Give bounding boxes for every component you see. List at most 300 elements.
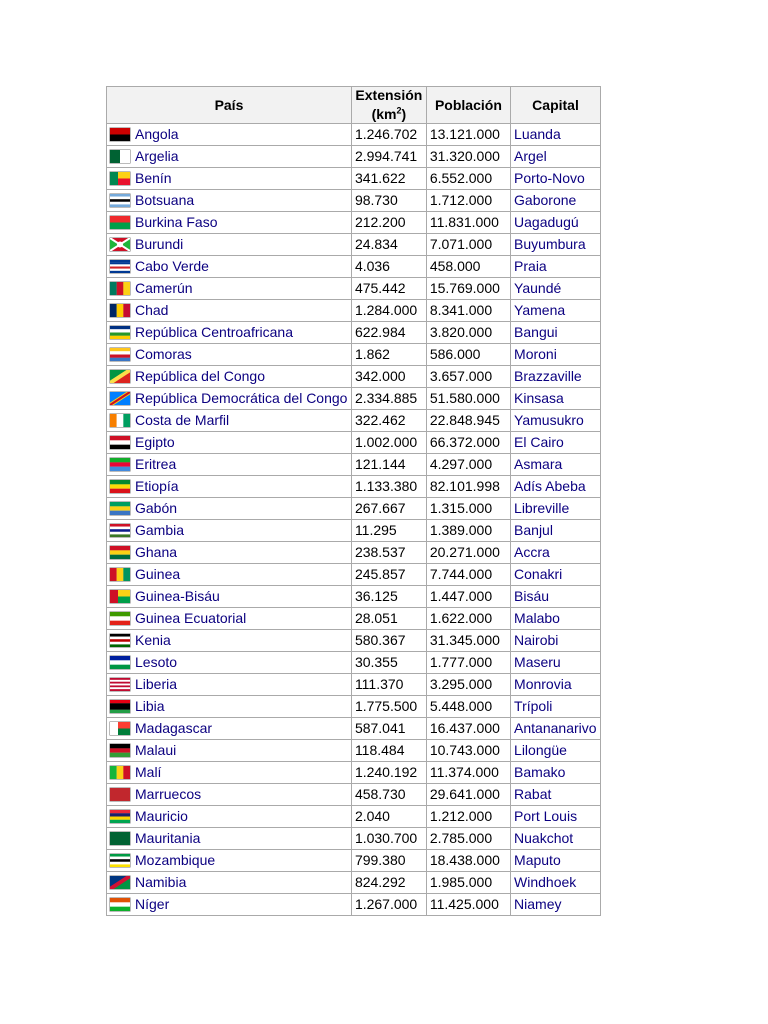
area-cell: 238.537	[351, 542, 426, 564]
flag-icon	[110, 590, 130, 603]
area-cell: 1.240.192	[351, 762, 426, 784]
area-cell: 824.292	[351, 872, 426, 894]
capital-link[interactable]: Buyumbura	[514, 236, 586, 252]
country-cell	[107, 740, 352, 762]
country-link[interactable]: Etiopía	[135, 478, 179, 494]
area-cell: 475.442	[351, 278, 426, 300]
capital-cell	[511, 674, 601, 696]
flag-icon	[110, 282, 130, 295]
country-link[interactable]: Níger	[135, 896, 170, 912]
country-cell	[107, 542, 352, 564]
country-cell	[107, 762, 352, 784]
country-link[interactable]: Mauritania	[135, 830, 201, 846]
capital-cell	[511, 894, 601, 916]
population-cell: 29.641.000	[426, 784, 510, 806]
flag-icon	[110, 876, 130, 889]
area-cell: 342.000	[351, 366, 426, 388]
population-cell: 3.295.000	[426, 674, 510, 696]
country-cell	[107, 674, 352, 696]
country-link[interactable]: Kenia	[135, 632, 171, 648]
capital-cell	[511, 784, 601, 806]
country-link[interactable]: Comoras	[135, 346, 192, 362]
table-row	[107, 476, 601, 498]
table-row	[107, 322, 601, 344]
capital-cell	[511, 432, 601, 454]
country-cell	[107, 784, 352, 806]
flag-icon	[110, 766, 130, 779]
table-row	[107, 850, 601, 872]
country-cell	[107, 718, 352, 740]
area-cell: 2.994.741	[351, 146, 426, 168]
capital-link[interactable]: Conakri	[514, 566, 563, 582]
population-cell: 458.000	[426, 256, 510, 278]
capital-link[interactable]: Yamena	[514, 302, 566, 318]
country-link[interactable]: Gabón	[135, 500, 178, 516]
population-cell: 66.372.000	[426, 432, 510, 454]
table-row	[107, 718, 601, 740]
capital-link[interactable]: Trípoli	[514, 698, 553, 714]
country-cell	[107, 608, 352, 630]
area-cell: 111.370	[351, 674, 426, 696]
table-row	[107, 454, 601, 476]
flag-icon	[110, 568, 130, 581]
country-cell	[107, 124, 352, 146]
table-row	[107, 212, 601, 234]
flag-icon	[110, 700, 130, 713]
table-row	[107, 300, 601, 322]
table-row	[107, 168, 601, 190]
country-cell	[107, 498, 352, 520]
area-cell: 2.334.885	[351, 388, 426, 410]
capital-link[interactable]: Nairobi	[514, 632, 559, 648]
population-cell: 82.101.998	[426, 476, 510, 498]
table-row	[107, 256, 601, 278]
header-area-unit-sup: 2	[396, 105, 402, 116]
population-cell: 1.622.000	[426, 608, 510, 630]
country-link[interactable]: Lesoto	[135, 654, 178, 670]
country-cell	[107, 322, 352, 344]
population-cell: 586.000	[426, 344, 510, 366]
table-row	[107, 586, 601, 608]
table-row	[107, 498, 601, 520]
country-cell	[107, 410, 352, 432]
country-cell	[107, 828, 352, 850]
capital-link[interactable]: Port Louis	[514, 808, 578, 824]
country-link[interactable]: Benín	[135, 170, 172, 186]
flag-icon	[110, 678, 130, 691]
population-cell: 6.552.000	[426, 168, 510, 190]
flag-icon	[110, 788, 130, 801]
flag-icon	[110, 502, 130, 515]
country-link[interactable]: Chad	[135, 302, 169, 318]
country-cell	[107, 190, 352, 212]
country-link[interactable]: Malí	[135, 764, 162, 780]
flag-icon	[110, 612, 130, 625]
population-cell: 7.744.000	[426, 564, 510, 586]
flag-icon	[110, 238, 130, 251]
capital-cell	[511, 718, 601, 740]
capital-cell	[511, 124, 601, 146]
capital-cell	[511, 828, 601, 850]
capital-link[interactable]: Bangui	[514, 324, 558, 340]
table-row	[107, 894, 601, 916]
area-cell: 1.030.700	[351, 828, 426, 850]
area-cell: 1.133.380	[351, 476, 426, 498]
flag-icon	[110, 524, 130, 537]
capital-cell	[511, 564, 601, 586]
population-cell: 11.425.000	[426, 894, 510, 916]
country-cell	[107, 344, 352, 366]
population-cell: 15.769.000	[426, 278, 510, 300]
country-link[interactable]: Madagascar	[135, 720, 213, 736]
capital-cell	[511, 740, 601, 762]
table-row	[107, 124, 601, 146]
area-cell: 118.484	[351, 740, 426, 762]
country-link[interactable]: Argelia	[135, 148, 179, 164]
country-cell	[107, 476, 352, 498]
flag-icon	[110, 260, 130, 273]
country-cell	[107, 520, 352, 542]
flag-icon	[110, 744, 130, 757]
capital-cell	[511, 850, 601, 872]
capital-cell	[511, 366, 601, 388]
table-row	[107, 146, 601, 168]
header-area-unit-base: (km	[371, 105, 397, 122]
country-cell	[107, 234, 352, 256]
table-row	[107, 630, 601, 652]
header-country: País	[107, 87, 352, 124]
country-cell	[107, 850, 352, 872]
capital-cell	[511, 586, 601, 608]
country-cell	[107, 586, 352, 608]
header-capital: Capital	[511, 87, 601, 124]
country-link[interactable]: Namibia	[135, 874, 187, 890]
table-row	[107, 806, 601, 828]
header-population: Población	[426, 87, 510, 124]
area-cell: 2.040	[351, 806, 426, 828]
table-row	[107, 542, 601, 564]
area-cell: 322.462	[351, 410, 426, 432]
capital-link[interactable]: Gaborone	[514, 192, 577, 208]
flag-icon	[110, 370, 130, 383]
table-row	[107, 190, 601, 212]
country-link[interactable]: Mauricio	[135, 808, 188, 824]
country-cell	[107, 168, 352, 190]
population-cell: 10.743.000	[426, 740, 510, 762]
capital-link[interactable]: Porto-Novo	[514, 170, 585, 186]
table-row	[107, 278, 601, 300]
flag-icon	[110, 194, 130, 207]
capital-cell	[511, 630, 601, 652]
capital-cell	[511, 476, 601, 498]
flag-icon	[110, 304, 130, 317]
capital-link[interactable]: Niamey	[514, 896, 562, 912]
capital-cell	[511, 212, 601, 234]
country-cell	[107, 278, 352, 300]
country-link[interactable]: República Democrática del Congo	[135, 390, 348, 406]
population-cell: 18.438.000	[426, 850, 510, 872]
population-cell: 5.448.000	[426, 696, 510, 718]
capital-link[interactable]: Windhoek	[514, 874, 577, 890]
capital-cell	[511, 696, 601, 718]
capital-link[interactable]: El Cairo	[514, 434, 564, 450]
flag-icon	[110, 128, 130, 141]
table-row	[107, 608, 601, 630]
capital-cell	[511, 608, 601, 630]
country-cell	[107, 256, 352, 278]
area-cell: 245.857	[351, 564, 426, 586]
capital-link[interactable]: Kinsasa	[514, 390, 564, 406]
table-row	[107, 762, 601, 784]
country-link[interactable]: Mozambique	[135, 852, 216, 868]
country-cell	[107, 366, 352, 388]
flag-icon	[110, 832, 130, 845]
flag-icon	[110, 898, 130, 911]
country-cell	[107, 630, 352, 652]
capital-link[interactable]: Asmara	[514, 456, 563, 472]
capital-link[interactable]: Malabo	[514, 610, 560, 626]
country-link[interactable]: Burkina Faso	[135, 214, 218, 230]
capital-link[interactable]: Argel	[514, 148, 547, 164]
capital-cell	[511, 806, 601, 828]
country-link[interactable]: Libia	[135, 698, 165, 714]
population-cell: 31.345.000	[426, 630, 510, 652]
table-row	[107, 652, 601, 674]
area-cell: 28.051	[351, 608, 426, 630]
table-row	[107, 388, 601, 410]
capital-link[interactable]: Yamusukro	[514, 412, 584, 428]
country-link[interactable]: Guinea Ecuatorial	[135, 610, 247, 626]
capital-link[interactable]: Maputo	[514, 852, 561, 868]
area-cell: 24.834	[351, 234, 426, 256]
area-cell: 98.730	[351, 190, 426, 212]
area-cell: 267.667	[351, 498, 426, 520]
capital-cell	[511, 410, 601, 432]
table-row	[107, 366, 601, 388]
table-row	[107, 432, 601, 454]
capital-link[interactable]: Bisáu	[514, 588, 550, 604]
flag-icon	[110, 458, 130, 471]
capital-cell	[511, 872, 601, 894]
header-area	[351, 87, 426, 124]
country-cell	[107, 146, 352, 168]
country-link[interactable]: República Centroafricana	[135, 324, 293, 340]
capital-link[interactable]: Nuakchot	[514, 830, 574, 846]
table-row	[107, 696, 601, 718]
country-link[interactable]: Eritrea	[135, 456, 177, 472]
country-cell	[107, 564, 352, 586]
population-cell: 1.447.000	[426, 586, 510, 608]
country-link[interactable]: Marruecos	[135, 786, 202, 802]
population-cell: 20.271.000	[426, 542, 510, 564]
capital-cell	[511, 498, 601, 520]
header-area-unit	[372, 106, 407, 122]
country-cell	[107, 696, 352, 718]
capital-link[interactable]: Uagadugú	[514, 214, 579, 230]
capital-cell	[511, 300, 601, 322]
capital-cell	[511, 278, 601, 300]
country-cell	[107, 872, 352, 894]
population-cell: 1.212.000	[426, 806, 510, 828]
capital-cell	[511, 388, 601, 410]
table-row	[107, 828, 601, 850]
capital-link[interactable]: Rabat	[514, 786, 552, 802]
area-cell: 1.246.702	[351, 124, 426, 146]
population-cell: 3.820.000	[426, 322, 510, 344]
population-cell: 16.437.000	[426, 718, 510, 740]
capital-cell	[511, 146, 601, 168]
country-cell	[107, 432, 352, 454]
country-cell	[107, 652, 352, 674]
table-row	[107, 520, 601, 542]
country-link[interactable]: Guinea-Bisáu	[135, 588, 220, 604]
area-cell: 341.622	[351, 168, 426, 190]
population-cell: 1.315.000	[426, 498, 510, 520]
population-cell: 1.985.000	[426, 872, 510, 894]
capital-cell	[511, 190, 601, 212]
area-cell: 121.144	[351, 454, 426, 476]
capital-cell	[511, 168, 601, 190]
table-body	[107, 124, 601, 916]
capital-link[interactable]: Brazzaville	[514, 368, 582, 384]
table-header-row	[107, 87, 601, 124]
population-cell: 1.712.000	[426, 190, 510, 212]
capital-link[interactable]: Maseru	[514, 654, 561, 670]
capital-cell	[511, 234, 601, 256]
population-cell: 13.121.000	[426, 124, 510, 146]
flag-icon	[110, 722, 130, 735]
capital-link[interactable]: Libreville	[514, 500, 570, 516]
capital-link[interactable]: Bamako	[514, 764, 566, 780]
population-cell: 51.580.000	[426, 388, 510, 410]
capital-cell	[511, 454, 601, 476]
area-cell: 587.041	[351, 718, 426, 740]
area-cell: 36.125	[351, 586, 426, 608]
flag-icon	[110, 326, 130, 339]
flag-icon	[110, 634, 130, 647]
area-cell: 1.862	[351, 344, 426, 366]
flag-icon	[110, 172, 130, 185]
capital-link[interactable]: Lilongüe	[514, 742, 567, 758]
capital-cell	[511, 762, 601, 784]
population-cell: 31.320.000	[426, 146, 510, 168]
country-link[interactable]: República del Congo	[135, 368, 265, 384]
countries-table	[106, 86, 601, 916]
population-cell: 11.374.000	[426, 762, 510, 784]
country-link[interactable]: Gambia	[135, 522, 185, 538]
country-link[interactable]: Egipto	[135, 434, 175, 450]
area-cell: 580.367	[351, 630, 426, 652]
table-row	[107, 740, 601, 762]
area-cell: 622.984	[351, 322, 426, 344]
population-cell: 1.389.000	[426, 520, 510, 542]
country-cell	[107, 212, 352, 234]
area-cell: 30.355	[351, 652, 426, 674]
area-cell: 1.267.000	[351, 894, 426, 916]
country-link[interactable]: Costa de Marfil	[135, 412, 230, 428]
capital-cell	[511, 520, 601, 542]
capital-link[interactable]: Monrovia	[514, 676, 572, 692]
area-cell: 1.002.000	[351, 432, 426, 454]
flag-icon	[110, 414, 130, 427]
capital-cell	[511, 652, 601, 674]
population-cell: 11.831.000	[426, 212, 510, 234]
table-row	[107, 410, 601, 432]
country-cell	[107, 454, 352, 476]
capital-link[interactable]: Yaundé	[514, 280, 562, 296]
country-link[interactable]: Angola	[135, 126, 179, 142]
table-row	[107, 564, 601, 586]
capital-link[interactable]: Banjul	[514, 522, 553, 538]
area-cell: 4.036	[351, 256, 426, 278]
table-row	[107, 344, 601, 366]
area-cell: 458.730	[351, 784, 426, 806]
country-cell	[107, 806, 352, 828]
population-cell: 2.785.000	[426, 828, 510, 850]
capital-cell	[511, 344, 601, 366]
area-cell: 11.295	[351, 520, 426, 542]
capital-link[interactable]: Luanda	[514, 126, 561, 142]
flag-icon	[110, 546, 130, 559]
country-cell	[107, 894, 352, 916]
flag-icon	[110, 216, 130, 229]
area-cell: 1.284.000	[351, 300, 426, 322]
capital-cell	[511, 542, 601, 564]
capital-cell	[511, 256, 601, 278]
flag-icon	[110, 436, 130, 449]
flag-icon	[110, 150, 130, 163]
table-row	[107, 872, 601, 894]
country-cell	[107, 300, 352, 322]
capital-link[interactable]: Antananarivo	[514, 720, 597, 736]
capital-link[interactable]: Accra	[514, 544, 550, 560]
capital-link[interactable]: Adís Abeba	[514, 478, 586, 494]
flag-icon	[110, 854, 130, 867]
table-row	[107, 234, 601, 256]
population-cell: 8.341.000	[426, 300, 510, 322]
country-cell	[107, 388, 352, 410]
population-cell: 3.657.000	[426, 366, 510, 388]
country-link[interactable]: Liberia	[135, 676, 178, 692]
flag-icon	[110, 480, 130, 493]
country-link[interactable]: Guinea	[135, 566, 181, 582]
area-cell: 212.200	[351, 212, 426, 234]
table-row	[107, 784, 601, 806]
country-link[interactable]: Malaui	[135, 742, 177, 758]
flag-icon	[110, 392, 130, 405]
country-link[interactable]: Cabo Verde	[135, 258, 209, 274]
population-cell: 4.297.000	[426, 454, 510, 476]
capital-cell	[511, 322, 601, 344]
flag-icon	[110, 348, 130, 361]
flag-icon	[110, 656, 130, 669]
capital-link[interactable]: Moroni	[514, 346, 557, 362]
country-link[interactable]: Ghana	[135, 544, 178, 560]
country-link[interactable]: Camerún	[135, 280, 193, 296]
population-cell: 22.848.945	[426, 410, 510, 432]
population-cell: 1.777.000	[426, 652, 510, 674]
flag-icon	[110, 810, 130, 823]
population-cell: 7.071.000	[426, 234, 510, 256]
header-area-unit-close: )	[401, 105, 407, 122]
header-area-label: Extensión	[355, 87, 423, 104]
table-row	[107, 674, 601, 696]
capital-link[interactable]: Praia	[514, 258, 547, 274]
area-cell: 1.775.500	[351, 696, 426, 718]
country-link[interactable]: Botsuana	[135, 192, 195, 208]
area-cell: 799.380	[351, 850, 426, 872]
country-link[interactable]: Burundi	[135, 236, 184, 252]
